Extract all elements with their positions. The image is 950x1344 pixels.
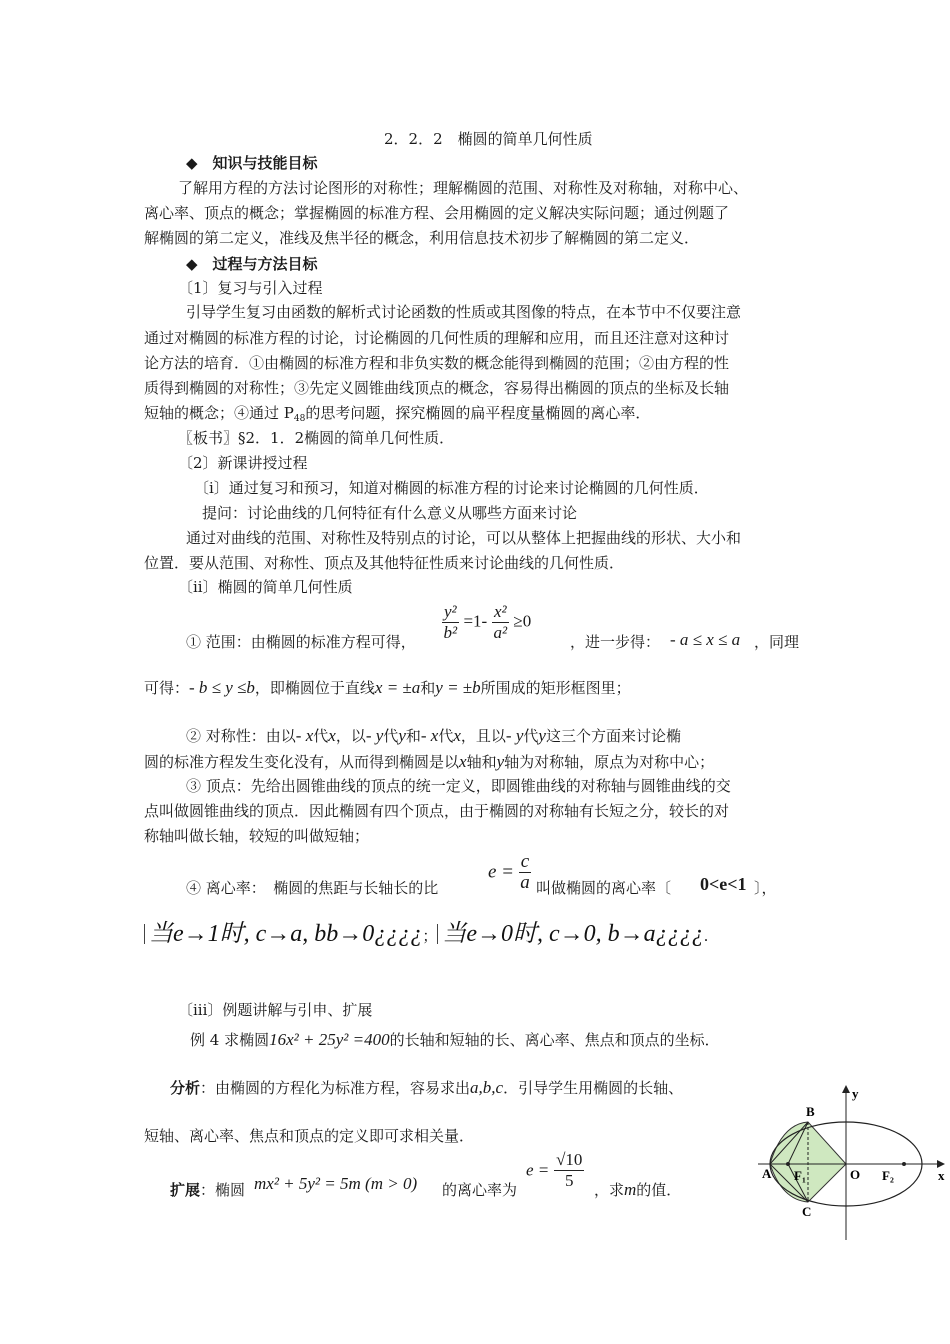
range-equation: $\frac{\text{y²}}{\text{b²}}$ =1- $\frac{\text{x²}}{\text{a²}}$ ≥0 (443, 602, 532, 642)
analysis-line-2: 短轴、离心率、焦点和顶点的定义即可求相关量． (144, 1127, 475, 1145)
ellipse-figure (758, 1080, 950, 1246)
review-line-3: 论方法的培育．①由椭圆的标准方程和非负实数的概念能得到椭圆的范围；②由方程的性 (144, 354, 730, 372)
document-page: 2．2．2 椭圆的简单几何性质 ◆ 知识与技能目标 了解用方程的方法讨论图形的对称性；理解椭圆的范围、对称性及对称轴，对称中心、 离心率、顶点的概念；掌握椭圆的标准方程、会用椭圆的定义解决实际问题；通过例题了 解椭圆的第二定义，准线及焦半径的概念，利用信息技术初步了解椭圆的第二定义． ◆ 过程与方法目标 〔1〕复习与引入过程 引导学生复习由函数的解析式讨论函数的性质或其图像的特点，在本节中不仅要注意 通过对椭圆的标准方程的讨论，讨论椭圆的几何性质的理解和应用，而且还注意对这种讨 论方法的培育．①由椭圆的标准方程和非负实数的概念能得到椭圆的范围；②由方程的性 质得到椭圆的对称性；③先定义圆锥曲线顶点的概念，容易得出椭圆的顶点的坐标及长轴 短轴的概念；④通过 $P_{48}$的思考问题，探究椭圆的扁平程度量椭圆的离心率． 〖板书〗§2．1．2椭圆的简单几何性质． 〔2〕新课讲授过程 〔i〕通过复习和预习，知道对椭圆的标准方程的讨论来讨论椭圆的几何性质． 提问：讨论曲线的几何特征有什么意义从哪些方面来讨论 通过对曲线的范围、对称性及特别点的讨论，可以从整体上把握曲线的形状、大小和 位置．要从范围、对称性、顶点及其他特征性质来讨论曲线的几何性质． 〔ii〕椭圆的简单几何性质 ① 范围：由椭圆的标准方程可得， $\frac{\text{y²}}{\text{b²}}$ =1- $\frac{\text{x²}}{\text{a²}}$ ≥0 ，进一步得： - a ≤ x ≤ a ，同理 可得：- b ≤ y ≤b，即椭圆位于直线x = ±a和y = ±b所围成的矩形框图里； ② 对称性：由以- x代x，以- y代y和- x代x，且以- y代y这三个方面来讨论椭 圆的标准方程发生变化没有，从而得到椭圆是以x轴和y轴为对称轴，原点为对称中心； ③ 顶点：先给出圆锥曲线的顶点的统一定义，即圆锥曲线的对称轴与圆锥曲线的交 点叫做圆锥曲线的顶点．因此椭圆有四个顶点，由于椭圆的对称轴有长短之分，较长的对 称轴叫做长轴，较短的叫做短轴； ④ 离心率： 椭圆的焦距与长轴长的比 e = $\frac{c}{a}$ 叫做椭圆的离心率〔 0<e<1 〕， 当e→1时, c→a, bb→0¿¿¿¿； 当e→0时, c→0, b→a¿¿¿¿. 〔iii〕例题讲解与引申、扩展 例 4 求椭圆16x² + 25y² =400的长轴和短轴的长、离心率、焦点和顶点的坐标． 分析：由椭圆的方程化为标准方程，容易求出a,b,c．引导学生用椭圆的长轴、 短轴、离心率、焦点和顶点的定义即可求相关量． 扩展：椭圆 mx² + 5y² = 5m (m > 0) 的离心率为 e = $\frac{√10}{5}$ ，求m的值． y x A B C O F₁ F₂ (0, 0, 950, 1344)
label-x: x (938, 1168, 945, 1183)
answer-line-1: 通过对曲线的范围、对称性及特别点的讨论，可以从整体上把握曲线的形状、大小和 (186, 529, 742, 547)
limits-line: 当e→1时, c→a, bb→0¿¿¿¿； 当e→0时, c→0, b→a¿¿¿¿. (144, 924, 708, 972)
section-heading-process: ◆ 过程与方法目标 (186, 255, 318, 273)
step-ii: 〔ii〕椭圆的简单几何性质 (178, 578, 353, 596)
label-A: A (762, 1166, 772, 1181)
limit-case-e-to-0: 当e→0时, c→0, b→a¿¿¿¿ (437, 924, 703, 944)
symmetry-line-2: 圆的标准方程发生变化没有，从而得到椭圆是以x轴和y轴为对称轴，原点为对称中心； (144, 752, 715, 771)
step-i: 〔i〕通过复习和预习，知道对椭圆的标准方程的讨论来讨论椭圆的几何性质． (194, 479, 709, 497)
knowledge-line-1: 了解用方程的方法讨论图形的对称性；理解椭圆的范围、对称性及对称轴，对称中心、 (178, 179, 749, 197)
vertex-line-1: ③ 顶点：先给出圆锥曲线的顶点的统一定义，即圆锥曲线的对称轴与圆锥曲线的交 (186, 777, 731, 795)
review-line-2: 通过对椭圆的标准方程的讨论，讨论椭圆的几何性质的理解和应用，而且还注意对这种讨 (144, 329, 730, 347)
step-iii: 〔iii〕例题讲解与引申、扩展 (178, 1001, 373, 1019)
label-B: B (806, 1104, 815, 1119)
question: 提问：讨论曲线的几何特征有什么意义从哪些方面来讨论 (202, 504, 578, 522)
label-C: C (802, 1204, 812, 1219)
review-line-1: 引导学生复习由函数的解析式讨论函数的性质或其图像的特点，在本节中不仅要注意 (186, 303, 742, 321)
example-line: 例 4 求椭圆16x² + 25y² =400的长轴和短轴的长、离心率、焦点和顶点的坐标． (190, 1030, 720, 1049)
review-title: 〔1〕复习与引入过程 (178, 279, 323, 297)
vertex-line-3: 称轴叫做长轴，较短的叫做短轴； (144, 827, 370, 845)
analysis-line: 分析：由椭圆的方程化为标准方程，容易求出a,b,c．引导学生用椭圆的长轴、 (170, 1078, 684, 1097)
section-heading-knowledge: ◆ 知识与技能目标 (186, 154, 318, 172)
new-lesson-title: 〔2〕新课讲授过程 (178, 454, 308, 472)
review-line-4: 质得到椭圆的对称性；③先定义圆锥曲线顶点的概念，容易得出椭圆的顶点的坐标及长轴 (144, 379, 730, 397)
vertex-line-2: 点叫做圆锥曲线的顶点．因此椭圆有四个顶点，由于椭圆的对称轴有长短之分，较长的对 (144, 802, 730, 820)
symmetry-line-1: ② 对称性：由以- x代x，以- y代y和- x代x，且以- y代y这三个方面来讨论椭 (186, 726, 681, 745)
label-y: y (852, 1086, 859, 1101)
label-F1: F₁ (794, 1168, 806, 1183)
label-O: O (850, 1167, 861, 1182)
range-line-2: 可得：- b ≤ y ≤b，即椭圆位于直线x = ±a和y = ±b所围成的矩形框图里； (144, 678, 631, 697)
limit-case-e-to-1: 当e→1时, c→a, bb→0¿¿¿¿ (144, 924, 422, 944)
knowledge-line-3: 解椭圆的第二定义，准线及焦半径的概念，利用信息技术初步了解椭圆的第二定义． (144, 229, 700, 247)
label-F2: F₂ (882, 1168, 894, 1183)
answer-line-2: 位置．要从范围、对称性、顶点及其他特征性质来讨论曲线的几何性质． (144, 554, 625, 572)
board-note: 〖板书〗§2．1．2椭圆的简单几何性质． (178, 429, 455, 447)
eccentricity-formula: e = $\frac{c}{a}$ (488, 851, 530, 893)
knowledge-line-2: 离心率、顶点的概念；掌握椭圆的标准方程、会用椭圆的定义解决实际问题；通过例题了 (144, 204, 730, 222)
review-line-5: 短轴的概念；④通过 $P_{48}$的思考问题，探究椭圆的扁平程度量椭圆的离心率． (144, 404, 651, 424)
page-title: 2．2．2 椭圆的简单几何性质 (384, 130, 593, 148)
